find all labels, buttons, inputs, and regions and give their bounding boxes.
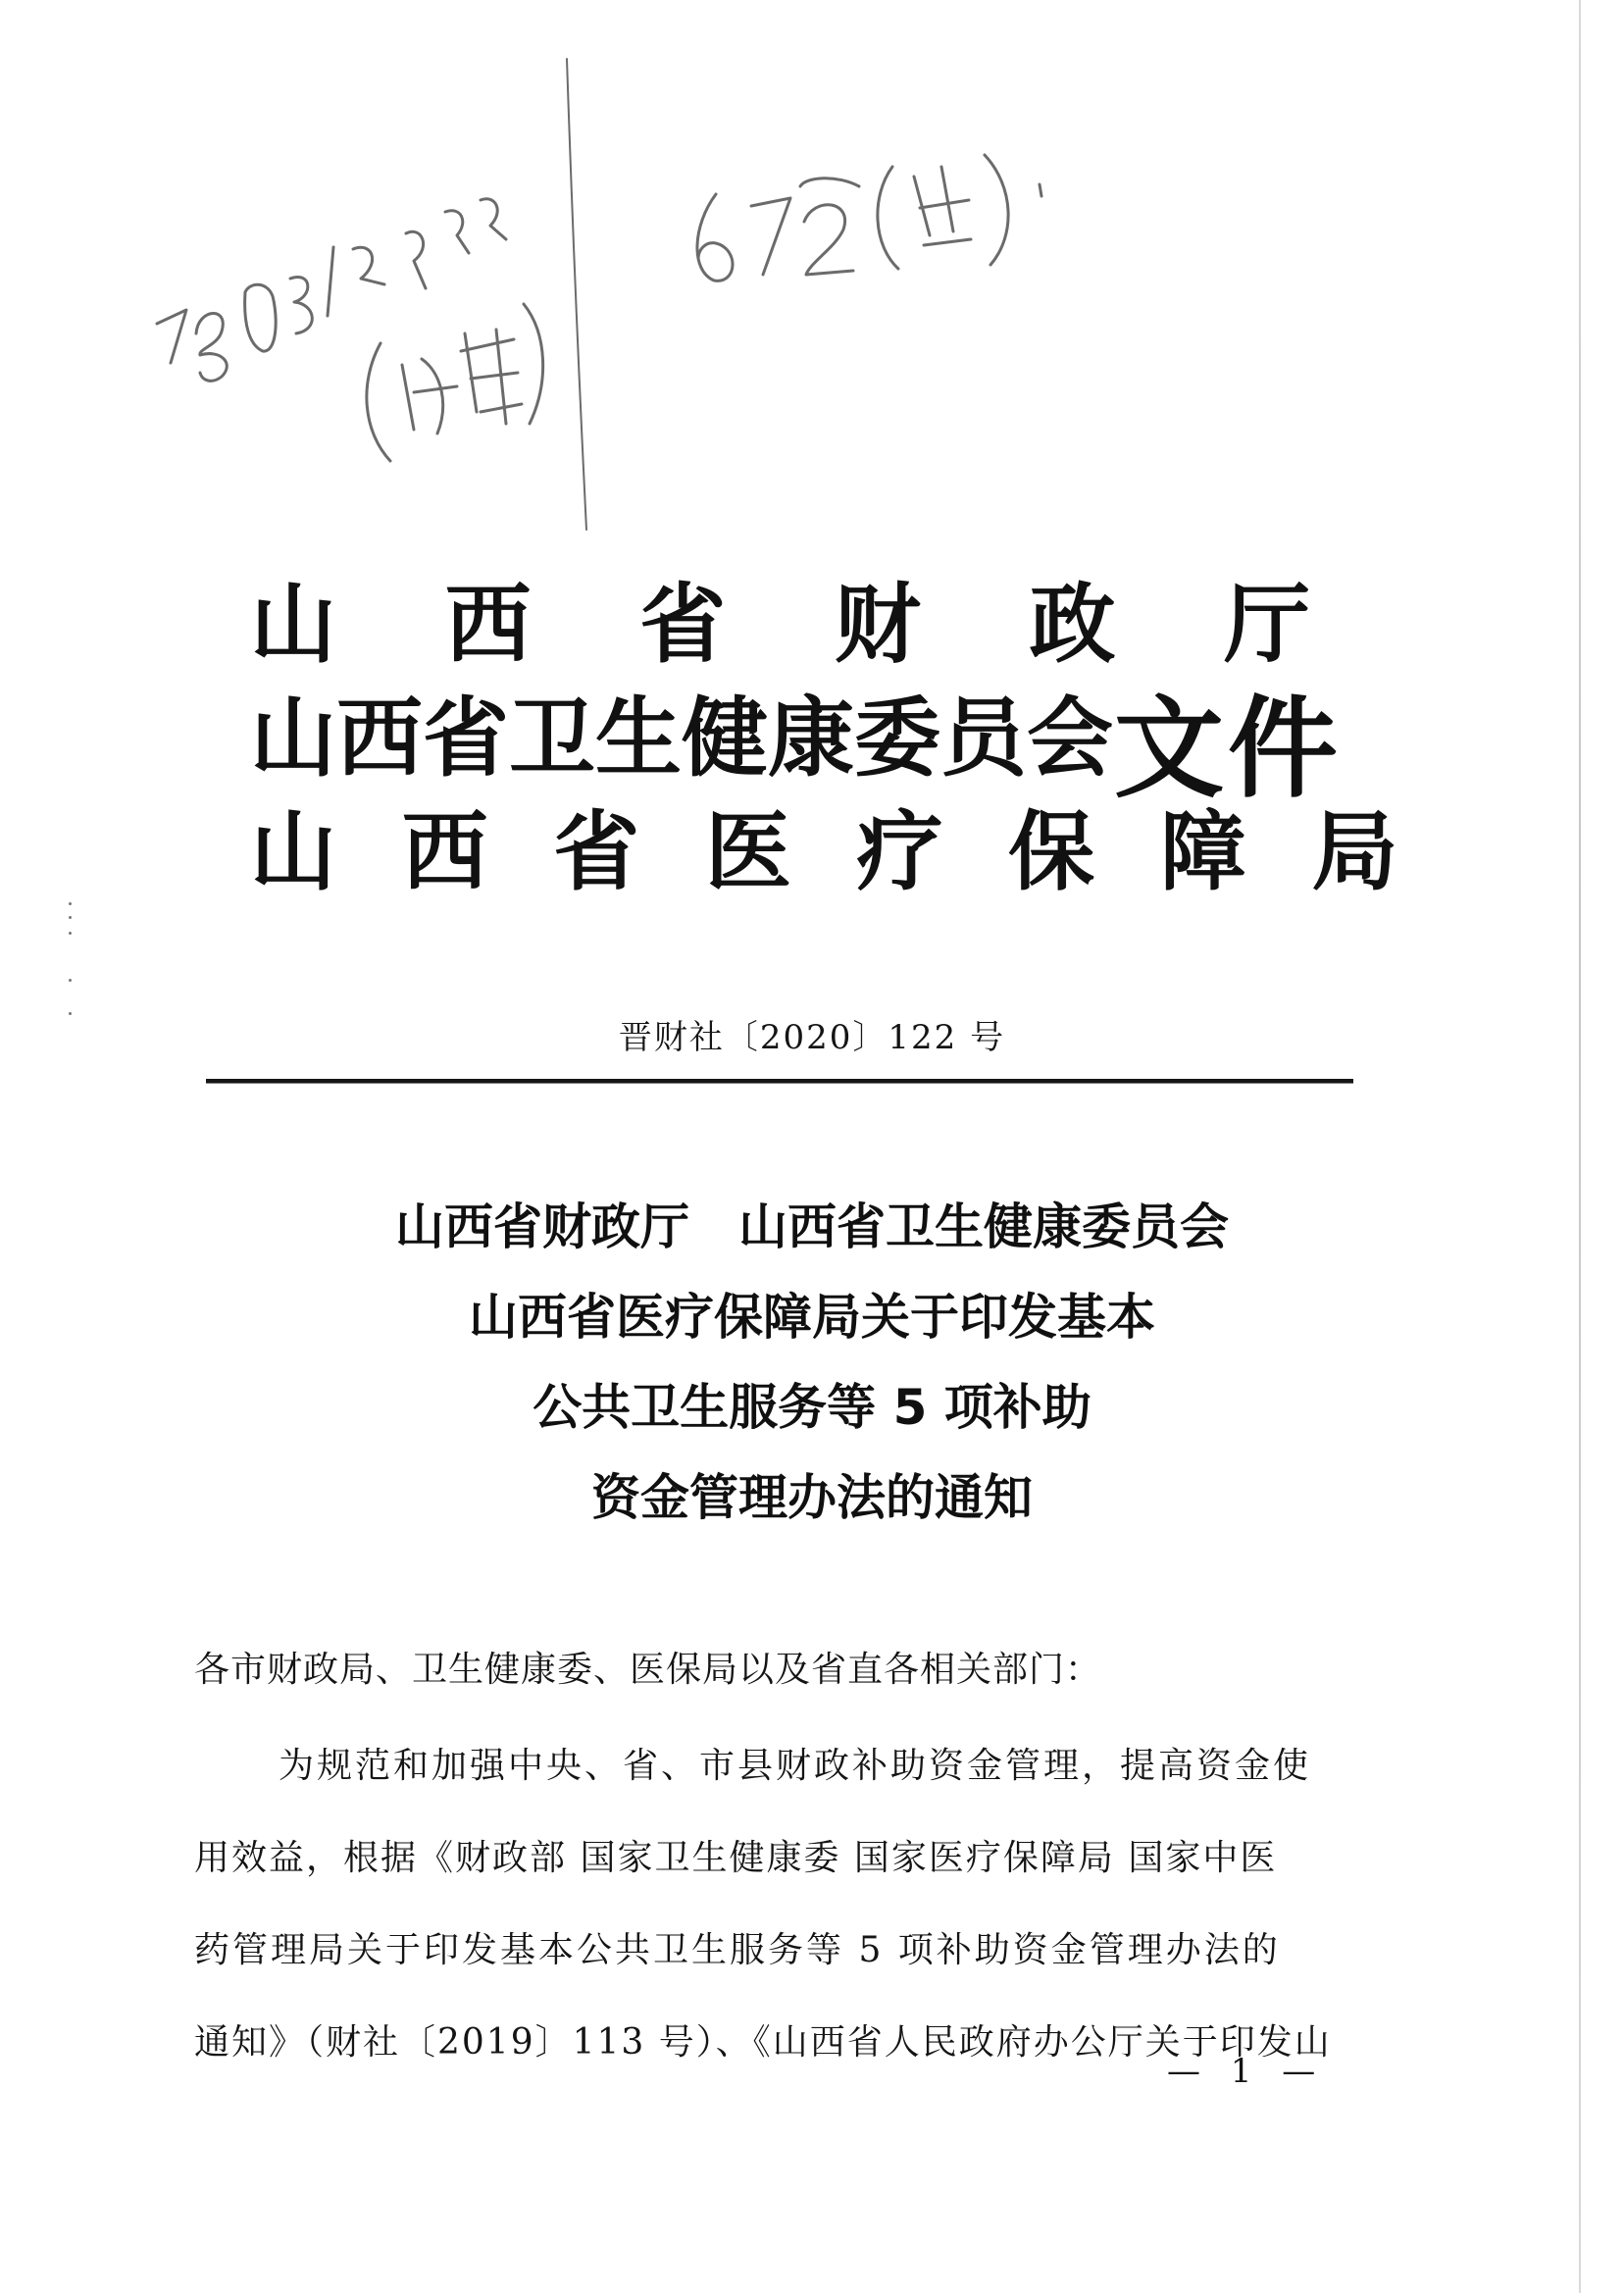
salutation: 各市财政局、卫生健康委、医保局以及省直各相关部门： (194, 1650, 1102, 1690)
document-suffix: 文件 (1114, 685, 1342, 813)
title-line: 公共卫生服务等 5 项补助 (533, 1379, 1091, 1436)
paragraph-line: 通知》（财社〔2019〕113 号）、《山西省人民政府办公厅关于印发山 (194, 2022, 1332, 2063)
title-line: 资金管理办法的通知 (591, 1469, 1033, 1526)
handwritten-annotation (127, 39, 1069, 549)
issuer-health-commission: 山西省卫生健康委员会 (250, 687, 1114, 789)
document-number: 晋财社〔2020〕122 号 (618, 1018, 1006, 1057)
paragraph-line: 药管理局关于印发基本公共卫生服务等 5 项补助资金管理办法的 (194, 1930, 1281, 1970)
document-title (0, 1198, 1624, 1559)
paragraph-line: 为规范和加强中央、省、市县财政补助资金管理，提高资金使 (279, 1746, 1312, 1786)
title-line: 山西省财政厅 山西省卫生健康委员会 (395, 1198, 1229, 1255)
issuer-finance-department: 山 西 省 财 政 厅 (250, 573, 1350, 675)
document-body (194, 1648, 1351, 2065)
paragraph-line: 用效益，根据《财政部 国家卫生健康委 国家医疗保障局 国家中医 (194, 1838, 1278, 1878)
scan-edge-line (1579, 0, 1581, 2293)
title-line: 山西省医疗保障局关于印发基本 (469, 1289, 1155, 1346)
page-number: — 1 — (1167, 2052, 1326, 2091)
scan-speckles (69, 902, 76, 1020)
header-separator-rule (206, 1079, 1353, 1084)
issuer-medical-security-bureau: 山 西 省 医 疗 保 障 局 (250, 800, 1416, 902)
